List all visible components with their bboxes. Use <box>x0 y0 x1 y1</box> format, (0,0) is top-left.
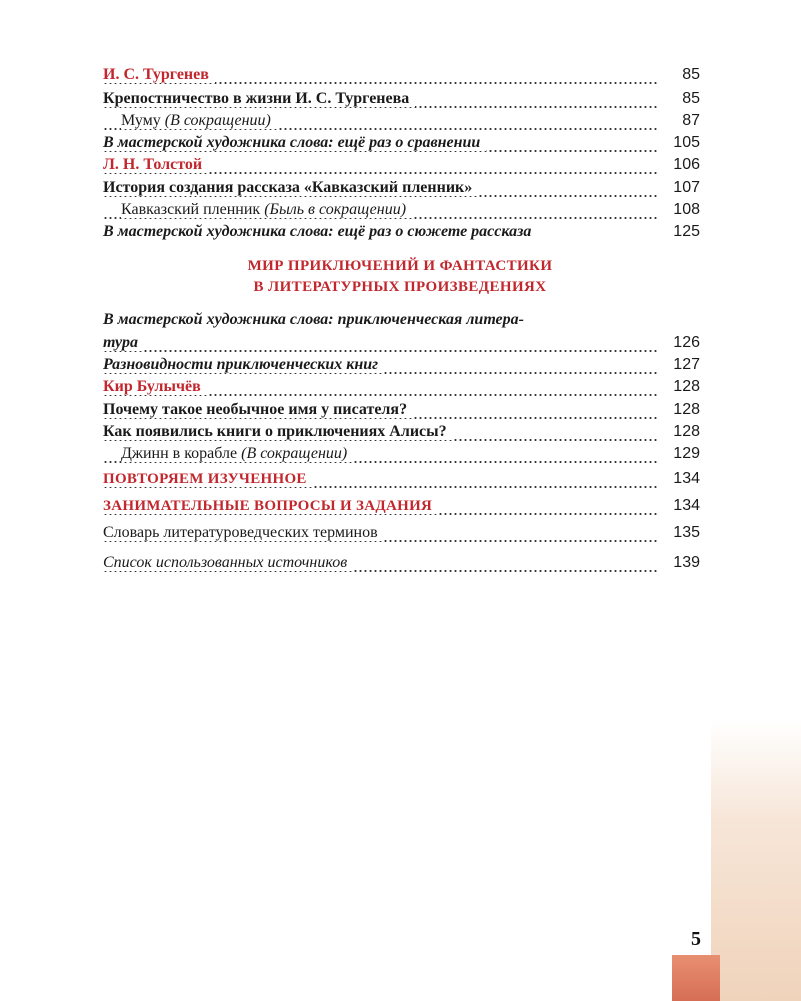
toc-label: Муму <box>121 112 165 129</box>
section-heading <box>100 256 700 298</box>
toc-entry-tolstoy[interactable] <box>0 153 801 177</box>
toc-label: Крепостничество в жизни И. С. Тургенева <box>103 90 415 107</box>
toc-label: Почему такое необычное имя у писателя? <box>103 401 413 418</box>
toc-entry-djinn[interactable] <box>0 442 801 466</box>
toc-entry-unusual-name[interactable] <box>0 398 801 422</box>
toc-entry-mumu[interactable] <box>0 109 801 133</box>
toc-page-number: 126 <box>673 334 700 351</box>
toc-page-number: 128 <box>673 423 700 440</box>
toc-page-number: 105 <box>673 134 700 151</box>
toc-label-note: (Быль в сокращении) <box>264 201 407 218</box>
toc-page-number: 128 <box>673 378 700 395</box>
toc-page-number: 127 <box>673 356 700 373</box>
toc-label: Как появились книги о приключениях Алисы? <box>103 423 453 440</box>
toc-page-number: 85 <box>682 66 700 83</box>
toc-label: ПОВТОРЯЕМ ИЗУЧЕННОЕ <box>103 471 313 487</box>
toc-entry-review[interactable] <box>0 467 801 491</box>
toc-label: Кавказский пленник <box>121 201 265 218</box>
toc-page-number: 139 <box>673 554 700 571</box>
toc-label: В мастерской художника слова: ещё раз о сравнении <box>103 134 486 151</box>
toc-label: Словарь литературоведческих терминов <box>103 524 384 541</box>
toc-label: ЗАНИМАТЕЛЬНЫЕ ВОПРОСЫ И ЗАДАНИЯ <box>103 498 438 514</box>
toc-label: В мастерской художника слова: ещё раз о сюжете рассказа <box>103 223 537 240</box>
toc-page-number: 125 <box>673 223 700 240</box>
toc-label: Л. Н. Толстой <box>103 156 208 173</box>
toc-label: Список использованных источников <box>103 554 353 571</box>
toc-page-number: 134 <box>673 470 700 487</box>
toc-label: Джинн в корабле <box>121 445 242 462</box>
toc-label: В мастерской художника слова: приключенческая литера- <box>103 311 524 328</box>
toc-entry-turgenev[interactable] <box>0 63 801 87</box>
toc-entry-sources[interactable] <box>0 551 801 575</box>
toc-label: История создания рассказа «Кавказский пленник» <box>103 179 478 196</box>
toc-entry-fun-questions[interactable] <box>0 494 801 518</box>
toc-label: И. С. Тургенев <box>103 66 215 83</box>
toc-page-number: 134 <box>673 497 700 514</box>
toc-entry-serfdom[interactable] <box>0 87 801 111</box>
toc-page-number: 85 <box>682 90 700 107</box>
toc-entry-workshop-plot[interactable] <box>0 220 801 244</box>
toc-page-number: 87 <box>682 112 700 129</box>
toc-page-number: 107 <box>673 179 700 196</box>
page-number: 5 <box>691 928 701 950</box>
toc-label: Кир Булычёв <box>103 378 207 395</box>
toc-page-number: 106 <box>673 156 700 173</box>
toc-entry-adventure-kinds[interactable] <box>0 353 801 377</box>
toc-label-note: (В сокращении) <box>164 112 271 129</box>
toc-entry-workshop-adventure[interactable] <box>0 331 801 355</box>
toc-entry-workshop-comparison[interactable] <box>0 131 801 155</box>
page-number-tab <box>672 955 720 1001</box>
toc-entry-history-prisoner[interactable] <box>0 176 801 200</box>
toc-entry-bulychev[interactable] <box>0 375 801 399</box>
toc-page-number: 108 <box>673 201 700 218</box>
toc-label-note: (В сокращении) <box>241 445 348 462</box>
toc-page-number: 135 <box>673 524 700 541</box>
section-heading-line-2: В ЛИТЕРАТУРНЫХ ПРОИЗВЕДЕНИЯХ <box>253 279 547 295</box>
decorative-side-wash <box>711 720 801 1001</box>
toc-label-continuation: тура <box>103 334 144 351</box>
toc-entry-alice-books[interactable] <box>0 420 801 444</box>
toc-entry-glossary[interactable] <box>0 521 801 545</box>
toc-page-number: 128 <box>673 401 700 418</box>
toc-entry-prisoner-story[interactable] <box>0 198 801 222</box>
toc-page-number: 129 <box>673 445 700 462</box>
toc-label: Разновидности приключенческих книг <box>103 356 384 373</box>
section-heading-line-1: МИР ПРИКЛЮЧЕНИЙ И ФАНТАСТИКИ <box>247 258 553 274</box>
